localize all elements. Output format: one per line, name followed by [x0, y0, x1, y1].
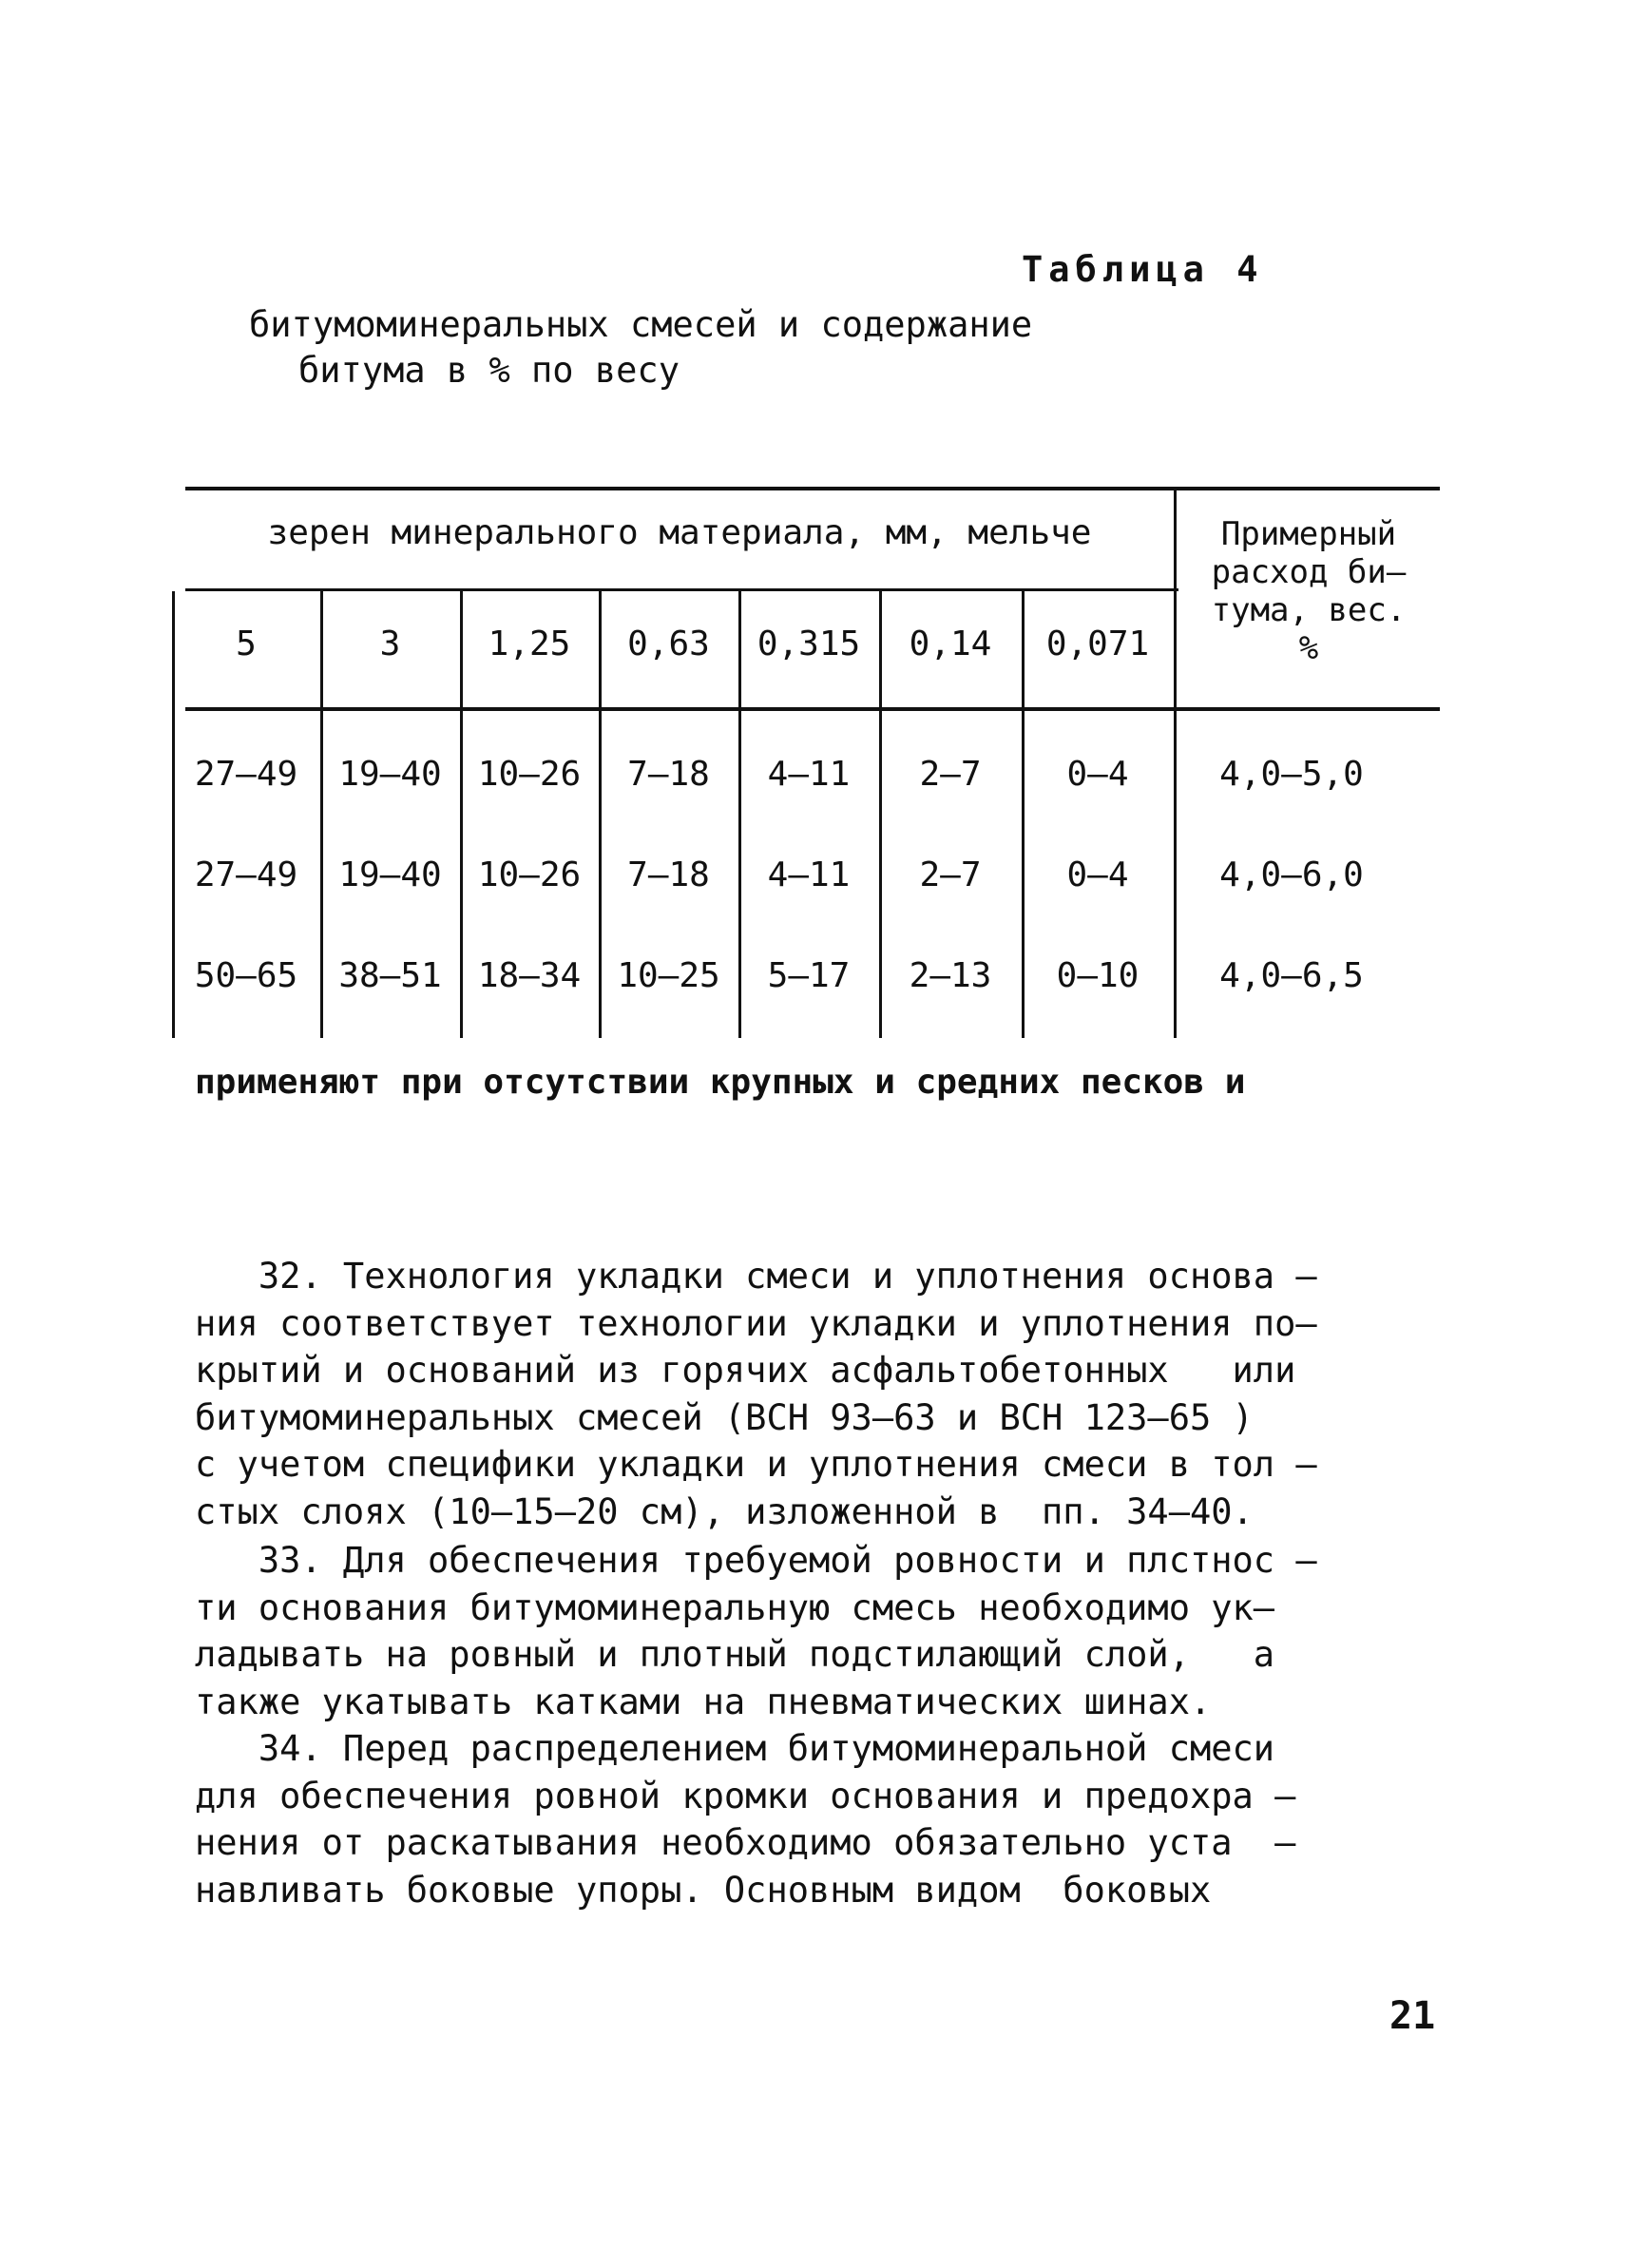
table-cell: 50–65 — [194, 956, 298, 995]
table-cell: 2–7 — [919, 755, 982, 794]
right-header-line: Примерный — [1220, 515, 1397, 553]
text-line: ния соответствует технологии укладки и уплотнения по– — [195, 1302, 1317, 1344]
table-col-rule — [1174, 487, 1177, 1038]
table-cell: 2–7 — [919, 855, 982, 894]
table-cell: 18–34 — [477, 956, 582, 995]
table-group-header: зерен минерального материала, мм, мельче — [267, 513, 1092, 552]
table-label: Таблица 4 — [1022, 249, 1264, 290]
table-subheader-rule — [185, 588, 1178, 591]
right-header-line: % — [1298, 629, 1319, 667]
table-cell: 4,0–6,5 — [1219, 956, 1364, 995]
column-header: 0,63 — [627, 625, 710, 663]
table-caption-line-1: битумоминеральных смесей и содержание — [249, 304, 1033, 345]
table-cell: 27–49 — [194, 855, 298, 894]
table-header-bottom-rule — [185, 707, 1440, 711]
column-header: 0,315 — [757, 625, 861, 663]
text-line: крытий и оснований из горячих асфальтобетонных или — [195, 1350, 1296, 1391]
table-cell: 19–40 — [338, 755, 442, 794]
table-cell: 7–18 — [627, 855, 710, 894]
text-line: ладывать на ровный и плотный подстилающий слой, а — [195, 1634, 1275, 1675]
column-header: 3 — [379, 625, 401, 663]
text-line: для обеспечения ровной кромки основания и предохра – — [195, 1775, 1296, 1816]
text-line: с учетом специфики укладки и уплотнения смеси в тол – — [195, 1444, 1317, 1485]
table-cell: 10–26 — [477, 855, 582, 894]
table-cell: 19–40 — [338, 855, 442, 894]
right-header-line: расход би– — [1211, 553, 1407, 591]
paragraph-34 — [195, 1725, 1295, 1913]
text-line: ти основания битумоминеральную смесь необходимо ук– — [195, 1586, 1275, 1628]
text-line: навливать боковые упоры. Основным видом боковых — [195, 1869, 1212, 1911]
table-top-rule — [185, 487, 1440, 490]
table-cell: 4–11 — [767, 755, 851, 794]
table-cell: 4–11 — [767, 855, 851, 894]
table-cell: 2–13 — [909, 956, 992, 995]
table-cell: 27–49 — [194, 755, 298, 794]
data-table — [185, 487, 1440, 1038]
table-caption-line-2: битума в % по весу — [298, 350, 680, 391]
table-cell: 10–26 — [477, 755, 582, 794]
column-header: 0,14 — [909, 625, 992, 663]
table-note: применяют при отсутствии крупных и средних песков и — [195, 1063, 1246, 1102]
right-header-line: тума, вес. — [1211, 591, 1407, 629]
table-cell: 4,0–5,0 — [1219, 755, 1364, 794]
table-cell: 7–18 — [627, 755, 710, 794]
text-line: также укатывать катками на пневматических шинах. — [195, 1681, 1212, 1722]
column-header: 0,071 — [1045, 625, 1150, 663]
text-line: 32. Технология укладки смеси и уплотнения основа – — [195, 1256, 1317, 1297]
table-cell: 4,0–6,0 — [1219, 855, 1364, 894]
table-cell: 38–51 — [338, 956, 442, 995]
text-line: 33. Для обеспечения требуемой ровности и плстнос – — [195, 1540, 1317, 1581]
table-right-header — [1178, 515, 1440, 667]
column-header: 5 — [236, 625, 257, 663]
text-line: стых слоях (10–15–20 см), изложенной в пп. 34–40. — [195, 1490, 1254, 1532]
table-cell: 0–10 — [1056, 956, 1140, 995]
text-line: 34. Перед распределением битумоминеральной смеси — [195, 1728, 1275, 1769]
text-line: битумоминеральных смесей (ВСН 93–63 и ВСН 123–65 ) — [195, 1396, 1254, 1438]
text-line: нения от раскатывания необходимо обязательно уста – — [195, 1822, 1296, 1863]
paragraph-33 — [195, 1537, 1317, 1725]
column-header: 1,25 — [488, 625, 571, 663]
table-cell: 5–17 — [767, 956, 851, 995]
table-cell: 0–4 — [1066, 855, 1129, 894]
page-number: 21 — [1389, 1994, 1436, 2038]
table-cell: 0–4 — [1066, 755, 1129, 794]
table-cell: 10–25 — [617, 956, 720, 995]
paragraph-32 — [195, 1253, 1317, 1535]
